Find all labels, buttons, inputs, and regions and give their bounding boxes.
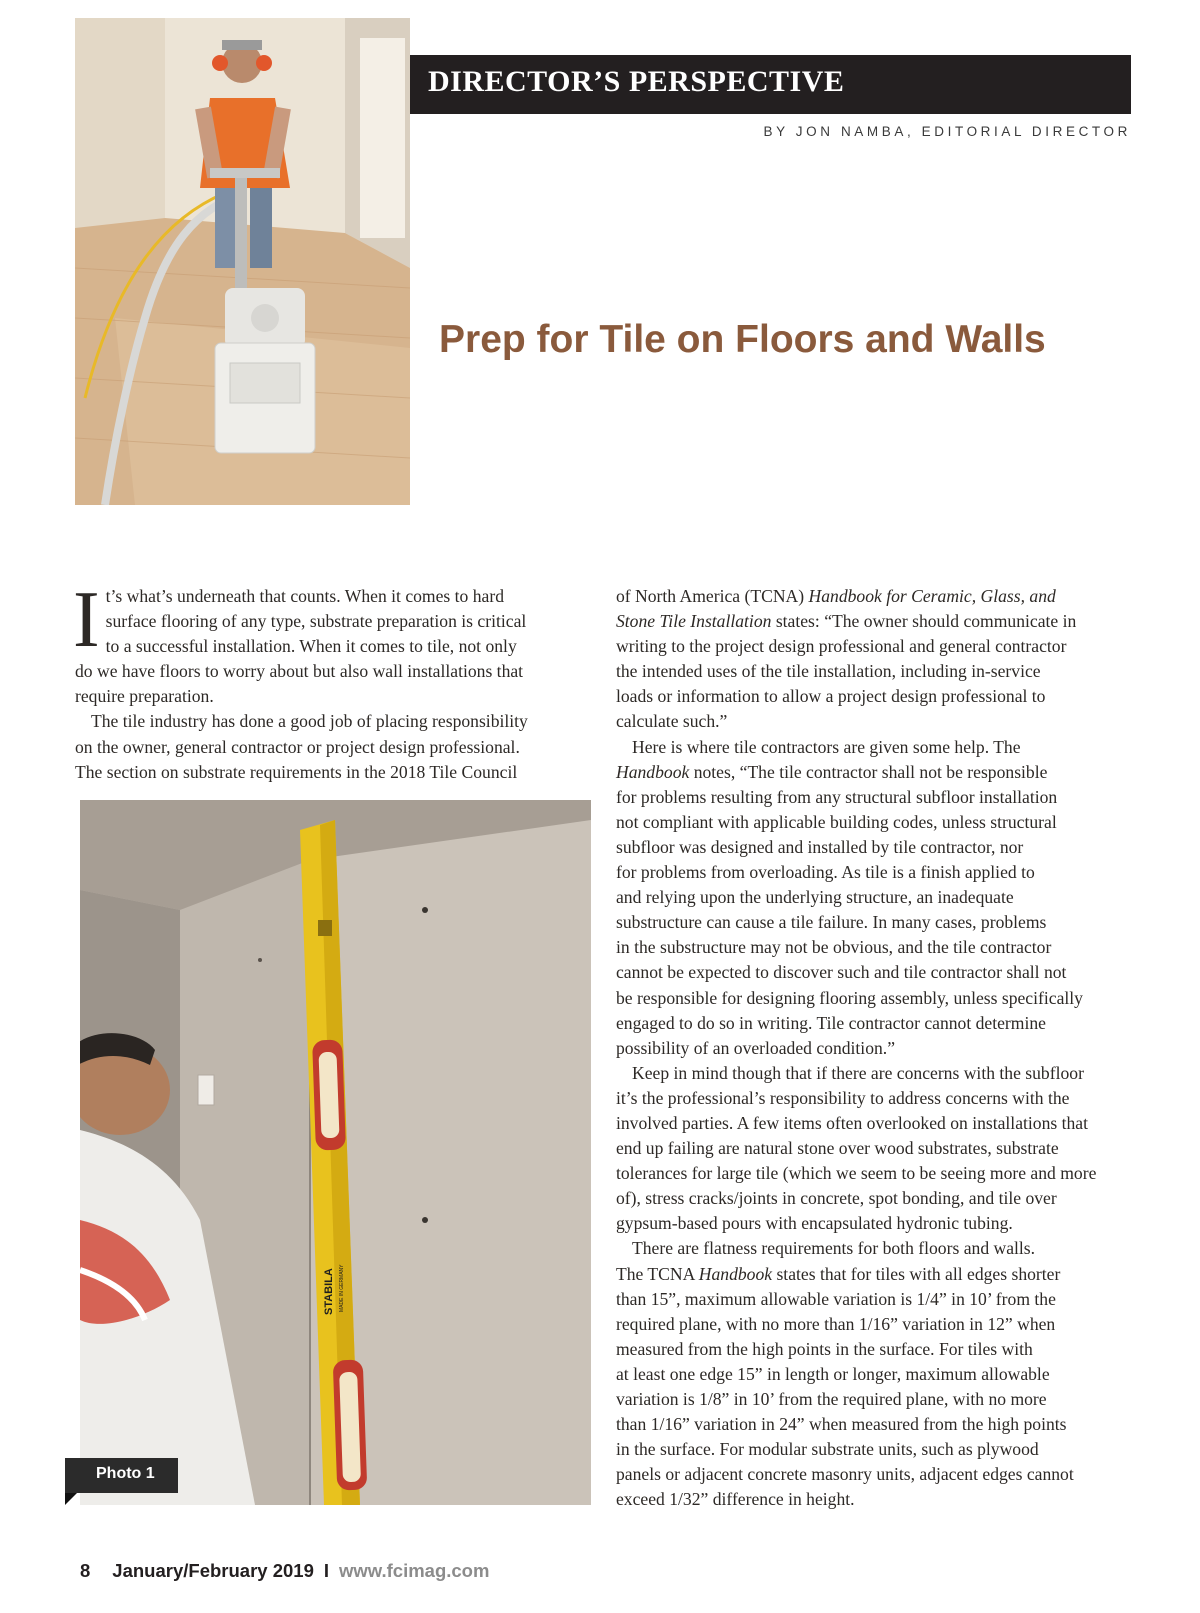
text-line: engaged to do so in writing. Tile contractor cannot determine (616, 1012, 1046, 1033)
handbook-title: Stone Tile Installation (616, 611, 772, 632)
page-footer (80, 1560, 489, 1582)
text-line: for problems from overloading. As tile is a finish applied to (616, 862, 1035, 883)
text-line: The TCNA Handbook states that for tiles with all edges shorter (616, 1263, 1061, 1284)
website-link[interactable]: www.fcimag.com (339, 1560, 490, 1581)
department-banner: DIRECTOR’S PERSPECTIVE (410, 55, 1131, 114)
text-line: do we have floors to worry about but also wall installations that (75, 661, 524, 682)
text-line: There are flatness requirements for both floors and walls. (632, 1238, 1036, 1259)
text-line: variation is 1/8” in 10’ from the required plane, with no more (616, 1389, 1047, 1409)
text-line: involved parties. A few items often overlooked on installations that (616, 1112, 1089, 1133)
body-paragraph (75, 709, 575, 784)
body-paragraph (616, 584, 1131, 735)
body-column-right (616, 584, 1131, 1512)
intro-paragraph (73, 576, 575, 709)
drop-cap: I (73, 576, 100, 664)
text-line: substructure can cause a tile failure. In many cases, problems (616, 912, 1047, 933)
text-line: loads or information to allow a project design professional to (616, 686, 1046, 707)
text-line: Stone Tile Installation states: “The owner should communicate in (616, 611, 1077, 632)
level-subtext: MADE IN GERMANY (339, 1264, 345, 1312)
text-line: of North America (TCNA) Handbook for Ceramic, Glass, and (616, 586, 1056, 606)
text-line: in the substructure may not be obvious, and the tile contractor (616, 937, 1052, 958)
photo-caption-tag: Photo 1 (65, 1458, 178, 1493)
text-line: gypsum-based pours with encapsulated hydronic tubing. (616, 1213, 1013, 1234)
page-number: 8 (80, 1560, 91, 1581)
text-line: cannot be expected to discover such and tile contractor shall not (616, 962, 1067, 983)
text-line: calculate such.” (616, 711, 728, 732)
text-line: Keep in mind though that if there are concerns with the subfloor (632, 1062, 1084, 1083)
footer-separator: I (323, 1560, 329, 1581)
handbook-title: Handbook for Ceramic, Glass, and (808, 586, 1056, 606)
text-line: for problems resulting from any structural subfloor installation (616, 786, 1058, 807)
article-headline: Prep for Tile on Floors and Walls (439, 318, 1046, 361)
text-line: the intended uses of the tile installation, including in-service (616, 661, 1041, 682)
text-line: subfloor was designed and installed by tile contractor, nor (616, 836, 1024, 857)
level-brand-text: STABILA (323, 1268, 335, 1315)
handbook-title: Handbook (698, 1263, 773, 1284)
text-line: require preparation. (75, 686, 214, 707)
text-line: in the surface. For modular substrate units, such as plywood (616, 1439, 1039, 1460)
text-line: required plane, with no more than 1/16” variation in 12” when (616, 1313, 1056, 1334)
text-line: measured from the high points in the surface. For tiles with (616, 1338, 1033, 1359)
text-line: on the owner, general contractor or project design professional. (75, 736, 520, 757)
text-line: it’s the professional’s responsibility to address concerns with the (616, 1087, 1070, 1108)
text-line: t’s what’s underneath that counts. When it comes to hard (105, 586, 505, 606)
text-line: than 1/16” variation in 24” when measured from the high points (616, 1414, 1067, 1435)
issue-date: January/February 2019 (112, 1560, 314, 1581)
text-line: panels or adjacent concrete masonry units, adjacent edges cannot (616, 1464, 1074, 1485)
body-paragraph (616, 735, 1131, 1061)
body-column-left (73, 576, 575, 785)
text-line: to a successful installation. When it comes to tile, not only (105, 636, 517, 657)
text-line: exceed 1/32” difference in height. (616, 1489, 855, 1510)
floor-sander-photo (75, 18, 410, 505)
handbook-title: Handbook (616, 761, 690, 782)
text-line: be responsible for designing flooring assembly, unless specifically (616, 987, 1083, 1008)
text-line: writing to the project design professional and general contractor (616, 636, 1067, 657)
body-paragraph (616, 1061, 1131, 1237)
body-paragraph (616, 1236, 1131, 1512)
text-line: tolerances for large tile (which we seem to be seeing more and more (616, 1163, 1097, 1184)
text-line: surface flooring of any type, substrate preparation is critical (105, 611, 527, 632)
text-line: The section on substrate requirements in the 2018 Tile Council (75, 761, 518, 782)
text-line: Handbook notes, “The tile contractor shall not be responsible (616, 761, 1048, 782)
text-line: end up failing are natural stone over wood substrates, substrate (616, 1138, 1059, 1159)
text-line: of), stress cracks/joints in concrete, spot bonding, and tile over (616, 1188, 1057, 1209)
text-line: not compliant with applicable building codes, unless structural (616, 811, 1057, 832)
text-line: The tile industry has done a good job of placing responsibility (91, 711, 528, 732)
text-line: Here is where tile contractors are given some help. The (632, 736, 1021, 757)
text-line: at least one edge 15” in length or longer, maximum allowable (616, 1363, 1050, 1384)
text-line: possibility of an overloaded condition.” (616, 1037, 896, 1058)
text-line: and relying upon the underlying structure, an inadequate (616, 887, 1014, 908)
text-line: than 15”, maximum allowable variation is 1/4” in 10’ from the (616, 1288, 1056, 1309)
byline: BY JON NAMBA, EDITORIAL DIRECTOR (763, 124, 1131, 139)
wall-level-photo (80, 800, 591, 1505)
